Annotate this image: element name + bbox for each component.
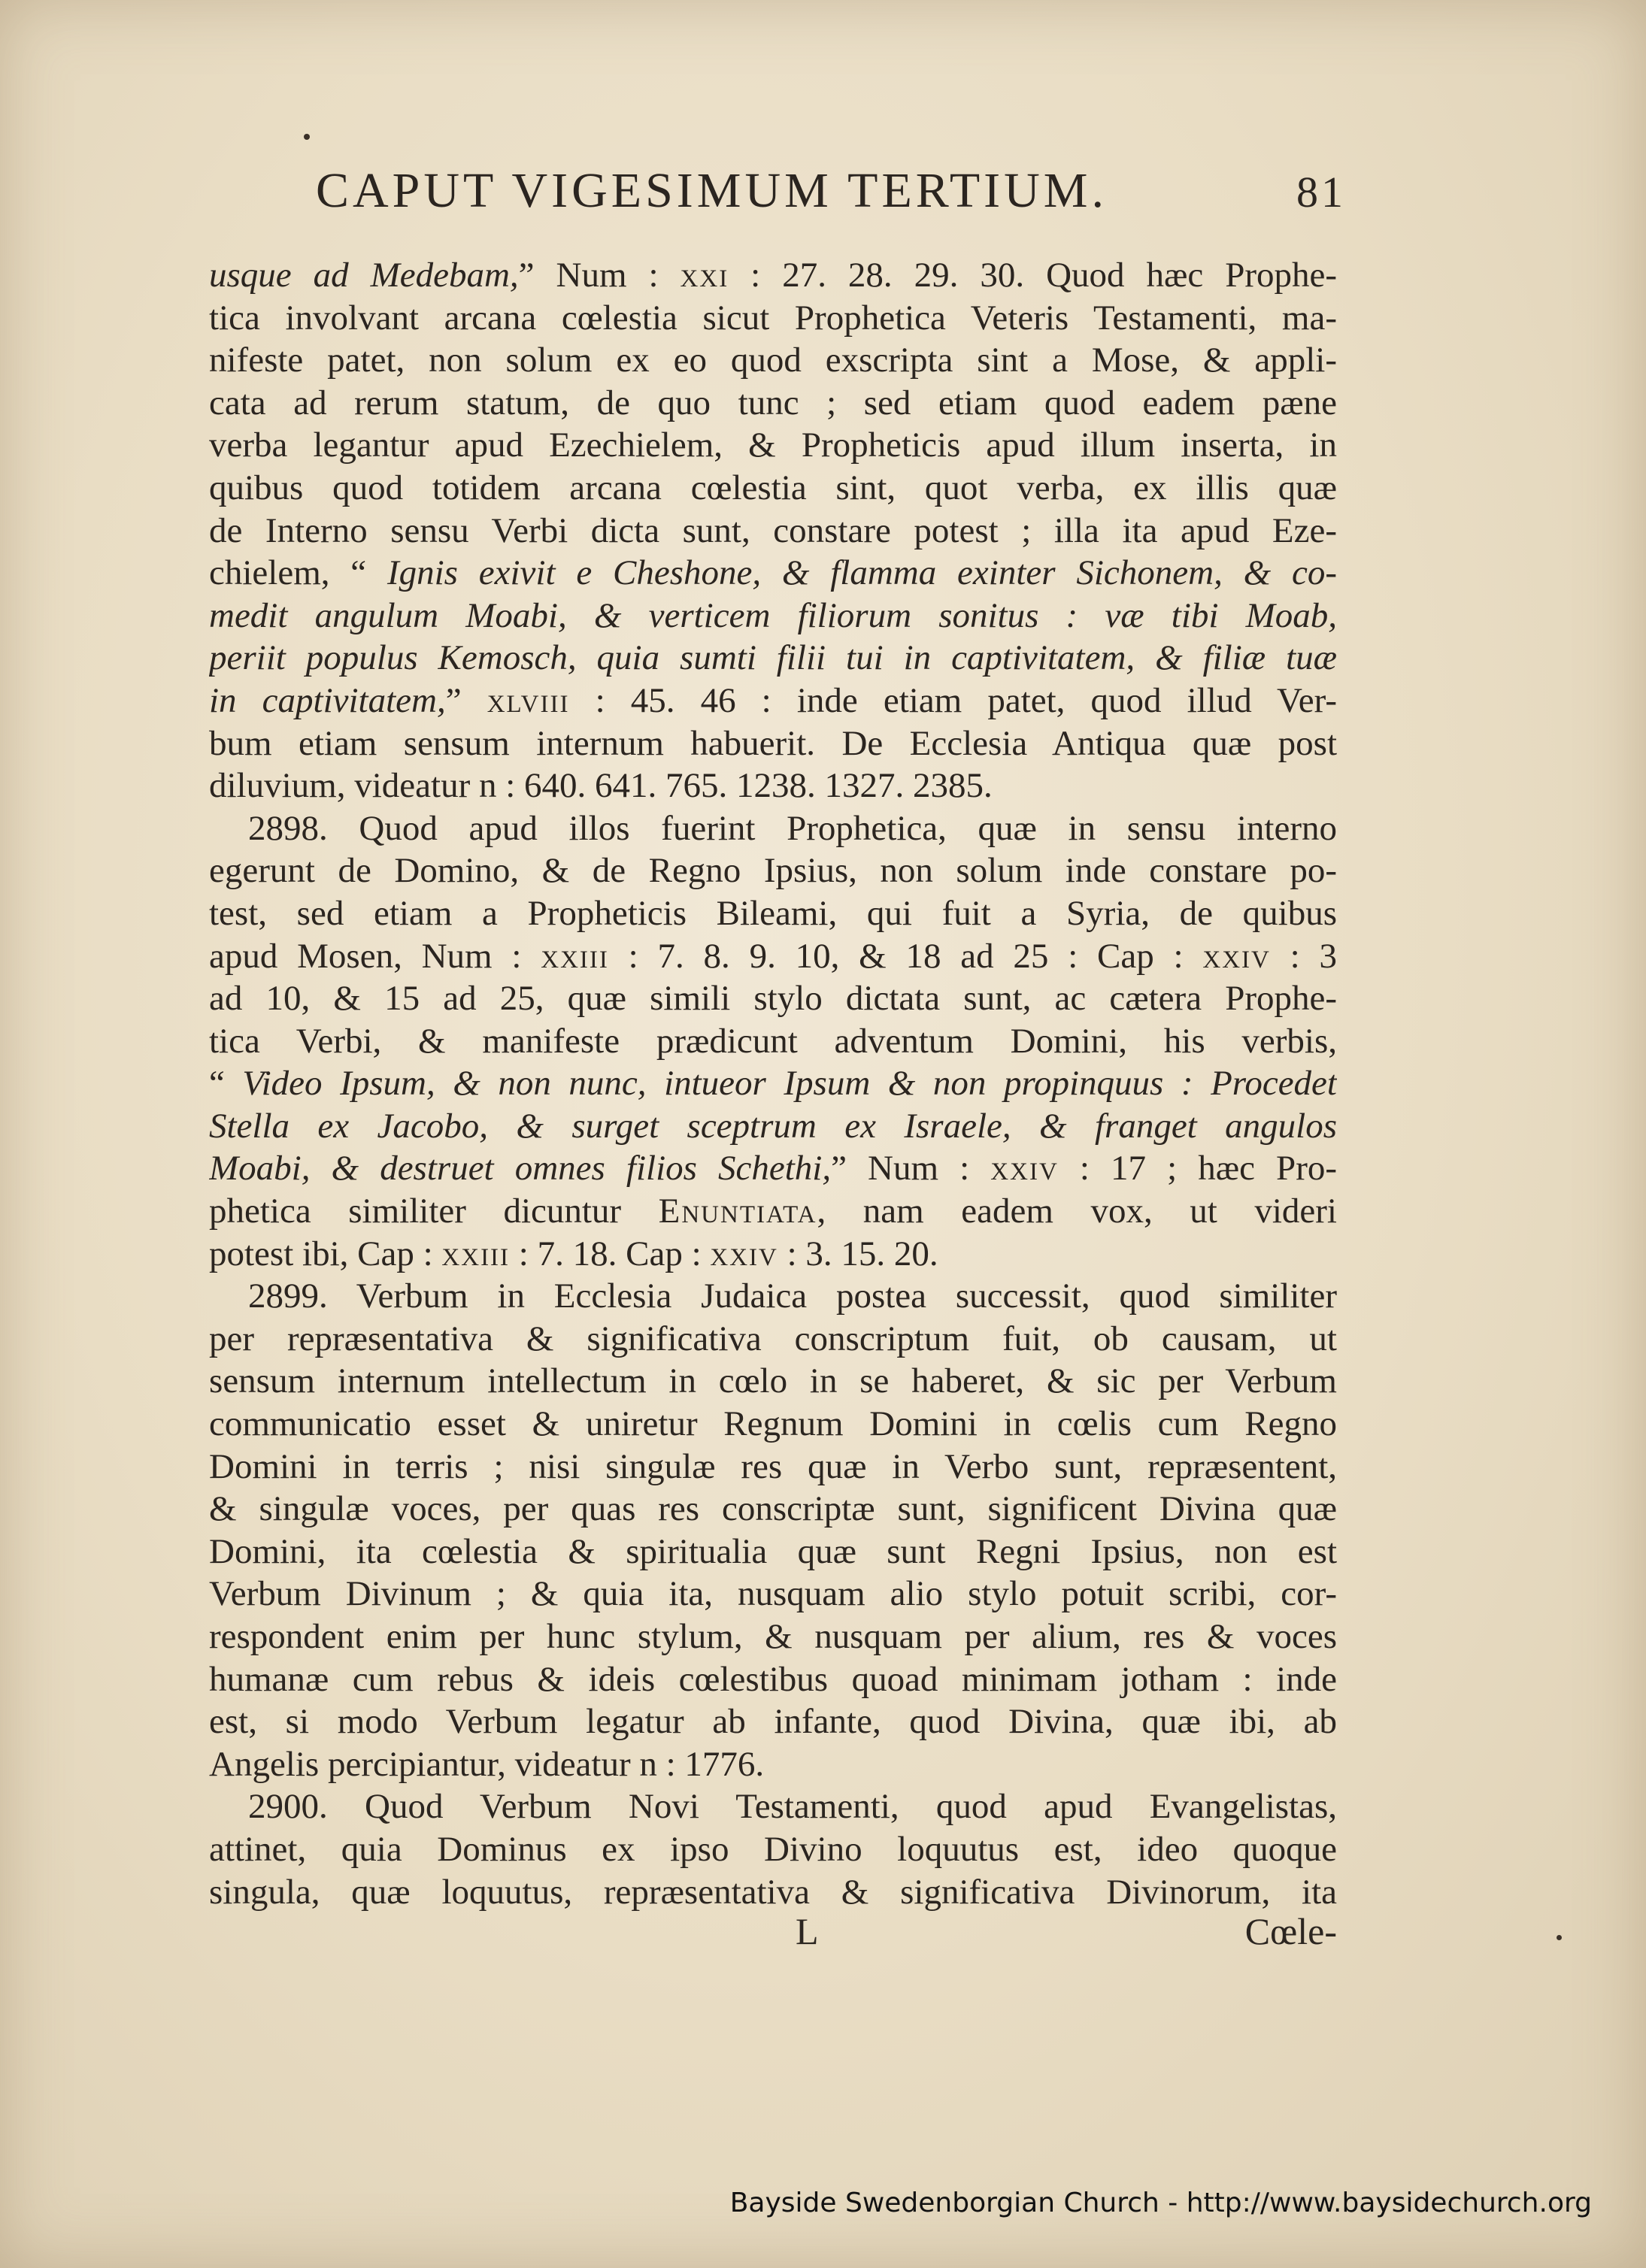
text-segment: humanæ cum rebus & ideis cœlestibus quoad minimam jotham : inde [209,1659,1337,1699]
text-line [209,1105,1337,1148]
catchword: Cœle- [1244,1910,1337,1952]
italic-text: usque ad Medebam, [209,256,519,295]
italic-text: Stella ex Jacobo, & surget sceptrum ex Israele, & franget angulos [209,1106,1337,1146]
text-segment: : 45. 46 : inde etiam patet, quod illud Ver- [569,680,1337,720]
text-line [209,382,1337,425]
text-line [209,722,1337,765]
text-segment: : 17 ; hæc Pro- [1058,1149,1337,1189]
text-line [209,1531,1337,1573]
text-segment: nifeste patet, non solum ex eo quod exscripta sint a Mose, & appli- [209,341,1337,380]
text-line [209,637,1337,680]
text-segment: attinet, quia Dominus ex ipso Divino loquutus est, ideo quoque [209,1829,1337,1869]
text-segment: cata ad rerum statum, de quo tunc ; sed etiam quod eadem pæne [209,383,1337,422]
italic-text: Moabi, & destruet omnes filios Schethi, [209,1149,832,1189]
signature-mark: L [796,1910,819,1952]
text-line [209,892,1337,935]
text-segment: , nam eadem vox, ut videri [817,1192,1337,1231]
text-line [209,297,1337,340]
small-caps-text: xxiv [1202,936,1271,976]
text-segment: tica involvant arcana cœlestia sicut Prophetica Veteris Testamenti, ma- [209,298,1337,338]
text-segment: : 7. 8. 9. 10, & 18 ad 25 : Cap : [608,936,1203,976]
text-line [209,1488,1337,1531]
text-segment: Domini in terris ; nisi singulæ res quæ in Verbo sunt, repræsentent, [209,1446,1337,1486]
text-segment: bum etiam sensum internum habuerit. De Ecclesia Antiqua quæ post [209,723,1337,763]
text-segment: sensum internum intellectum in cœlo in se haberet, & sic per Verbum [209,1361,1337,1401]
small-caps-text: xxiii [441,1234,511,1273]
text-line [209,1700,1337,1743]
text-segment: potest ibi, Cap : [209,1234,442,1273]
italic-text: medit angulum Moabi, & verticem filiorum sonitus : væ tibi Moab, [209,595,1337,635]
text-segment: diluvium, videatur n : 640. 641. 765. 1238. 1327. 2385. [209,766,993,806]
text-segment: de Interno sensu Verbi dicta sunt, constare potest ; illa ita apud Eze- [209,510,1337,550]
text-segment: chielem, “ [209,553,387,593]
text-line [209,1658,1337,1701]
text-line [209,977,1337,1020]
text-segment: egerunt de Domino, & de Regno Ipsius, non solum inde constare po- [209,851,1337,891]
text-line [209,935,1337,978]
text-segment: : 7. 18. Cap : [510,1234,711,1273]
text-line [209,765,1337,807]
text-line [209,1446,1337,1488]
text-segment: verba legantur apud Ezechielem, & Propheticis apud illum inserta, in [209,425,1337,465]
small-caps-text: Enuntiata [658,1192,817,1231]
text-line [209,1360,1337,1403]
text-line [209,424,1337,467]
text-line [209,1147,1337,1190]
text-line [209,1785,1337,1828]
text-segment: ad 10, & 15 ad 25, quæ simili stylo dictata sunt, ac cætera Prophe- [209,979,1337,1019]
page-header [316,162,1346,230]
small-caps-text: xxi [680,256,729,295]
text-line [209,1318,1337,1361]
text-segment: apud Mosen, Num : [209,936,541,976]
text-segment: : 27. 28. 29. 30. Quod hæc Prophe- [729,256,1337,295]
text-segment: quibus quod totidem arcana cœlestia sint, quot verba, ex illis quæ [209,468,1337,507]
running-title: CAPUT VIGESIMUM TERTIUM. [316,163,1108,218]
small-caps-text: xxiv [990,1149,1059,1189]
text-segment: : 3. 15. 20. [778,1234,938,1273]
text-segment: ” Num : [518,256,681,295]
ink-speck [304,134,310,140]
text-segment: singula, quæ loquutus, repræsentativa & significativa Divinorum, ita [209,1872,1337,1912]
page-number: 81 [1296,168,1346,217]
italic-text: Video Ipsum, & non nunc, intueor Ipsum & non propinquus : Procedet [242,1064,1337,1104]
text-segment: : 3 [1270,936,1337,976]
page-footer [209,1909,1337,1962]
small-caps-text: xxiii [541,936,609,976]
text-line [209,1871,1337,1914]
text-segment: phetica similiter dicuntur [209,1192,659,1231]
text-line [209,1573,1337,1615]
small-caps-text: xlviii [487,680,570,720]
text-segment: Domini, ita cœlestia & spiritualia quæ sunt Regni Ipsius, non est [209,1531,1337,1571]
text-segment: est, si modo Verbum legatur ab infante, quod Divina, quæ ibi, ab [209,1702,1337,1742]
text-segment: communicatio esset & uniretur Regnum Domini in cœlis cum Regno [209,1404,1337,1444]
text-line [209,1190,1337,1233]
text-line [209,1233,1337,1276]
text-segment: ” Num : [831,1149,991,1189]
text-line [209,1403,1337,1446]
text-line [209,807,1337,850]
text-line [209,1062,1337,1105]
text-line [209,849,1337,892]
watermark: Bayside Swedenborgian Church - http://www.baysidechurch.org [729,2188,1592,2218]
italic-text: periit populus Kemosch, quia sumti filii tui in captivitatem, & filiæ tuæ [209,638,1337,678]
italic-text: Ignis exivit e Cheshone, & flamma exinter Sichonem, & co- [386,553,1337,593]
ink-speck [1557,1935,1562,1940]
text-line [209,1615,1337,1658]
text-segment: ” [445,680,487,720]
text-line [209,339,1337,382]
text-segment: Verbum Divinum ; & quia ita, nusquam alio stylo potuit scribi, cor- [209,1574,1337,1614]
text-segment: 2899. Verbum in Ecclesia Judaica postea successit, quod similiter [248,1276,1337,1316]
text-segment: “ [209,1064,243,1104]
text-segment: & singulæ voces, per quas res conscriptæ sunt, significent Divina quæ [209,1489,1337,1529]
text-segment: 2898. Quod apud illos fuerint Prophetica, quæ in sensu interno [248,808,1337,848]
text-line [209,1828,1337,1871]
text-segment: test, sed etiam a Propheticis Bileami, qui fuit a Syria, de quibus [209,893,1337,933]
text-segment: respondent enim per hunc stylum, & nusquam per alium, res & voces [209,1617,1337,1656]
small-caps-text: xxiv [710,1234,778,1273]
text-line [209,552,1337,595]
text-line [209,680,1337,722]
text-segment: Angelis percipiantur, videatur n : 1776. [209,1744,765,1784]
body-text [209,254,1337,1913]
text-segment: 2900. Quod Verbum Novi Testamenti, quod apud Evangelistas, [248,1787,1337,1827]
text-segment: tica Verbi, & manifeste prædicunt adventum Domini, his verbis, [209,1021,1337,1061]
text-line [209,595,1337,637]
text-line [209,510,1337,553]
italic-text: in captivitatem, [209,680,446,720]
text-line [209,1020,1337,1063]
text-line [209,1275,1337,1318]
text-line [209,1743,1337,1786]
text-segment: per repræsentativa & significativa conscriptum fuit, ob causam, ut [209,1319,1337,1358]
text-line [209,467,1337,510]
text-line [209,254,1337,297]
